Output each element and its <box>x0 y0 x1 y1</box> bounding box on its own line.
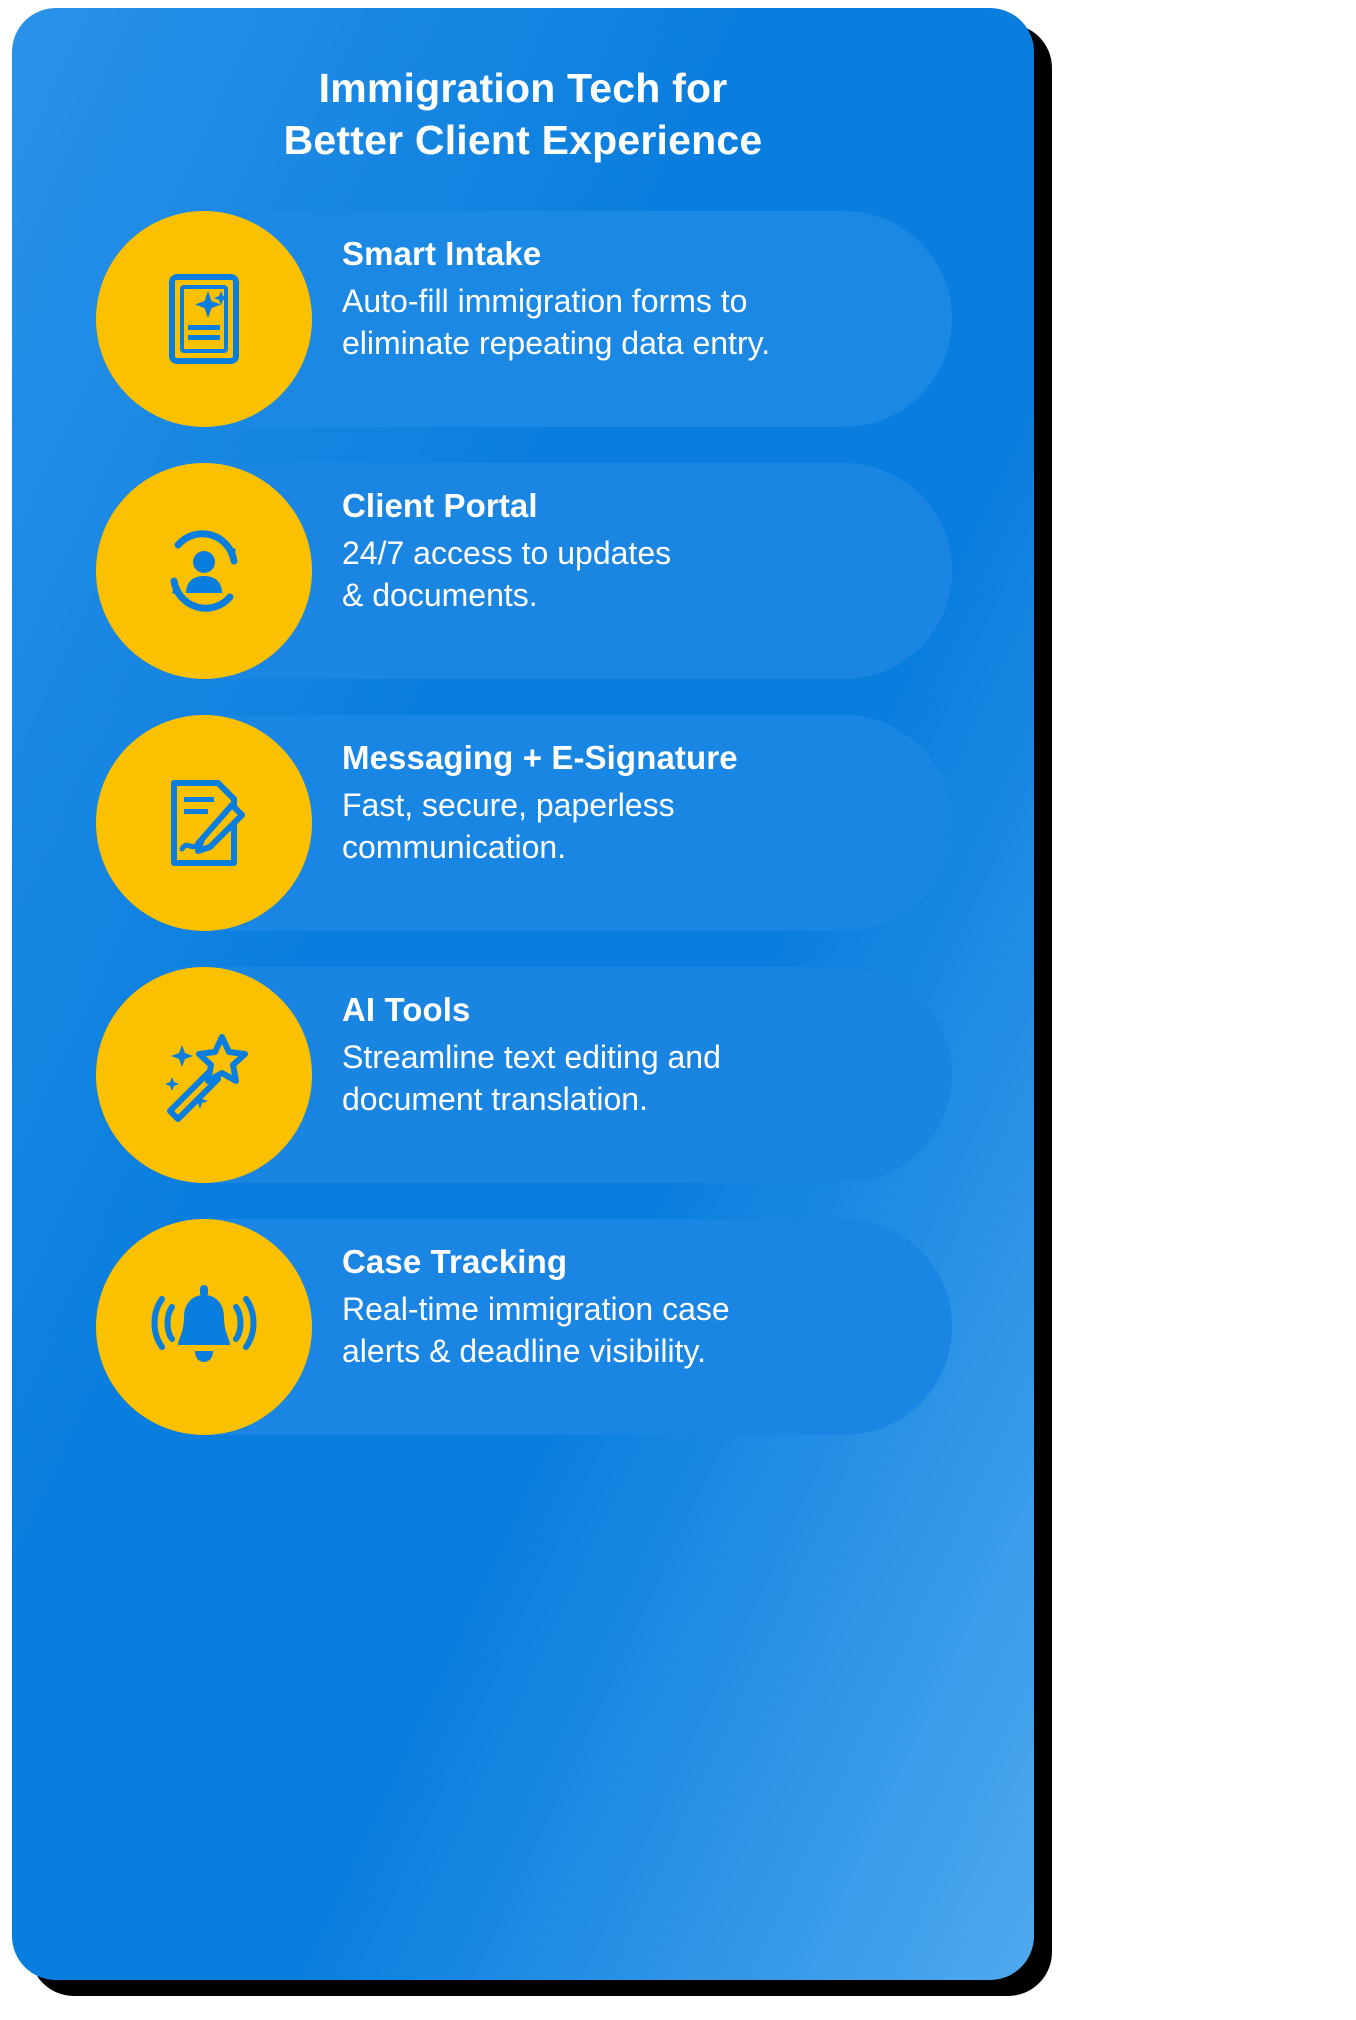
feature-title: Client Portal <box>342 486 538 524</box>
feature-description <box>342 1288 942 1372</box>
page-title-line-1: Immigration Tech for <box>318 65 728 111</box>
list-item <box>12 211 1034 427</box>
feature-description <box>342 280 942 364</box>
feature-description-line-2: & documents. <box>342 577 538 614</box>
feature-text <box>342 989 942 1121</box>
feature-description-line-2: communication. <box>342 829 567 866</box>
feature-title: Case Tracking <box>342 1242 568 1280</box>
feature-title: Smart Intake <box>342 234 542 272</box>
magic-wand-icon <box>148 1019 260 1131</box>
page-title <box>12 8 1034 167</box>
feature-text <box>342 485 942 617</box>
feature-description <box>342 784 942 868</box>
list-item <box>12 715 1034 931</box>
signature-document-icon <box>148 767 260 879</box>
feature-icon-badge <box>96 463 312 679</box>
feature-icon-badge <box>96 1219 312 1435</box>
list-item <box>12 967 1034 1183</box>
feature-description-line-1: Real-time immigration case <box>342 1291 730 1328</box>
feature-description-line-2: document translation. <box>342 1081 648 1118</box>
document-sparkle-icon <box>148 263 260 375</box>
list-item <box>12 1219 1034 1435</box>
feature-description-line-2: alerts & deadline visibility. <box>342 1333 707 1370</box>
feature-icon-badge <box>96 967 312 1183</box>
feature-description-line-1: Streamline text editing and <box>342 1039 721 1076</box>
user-sync-icon <box>148 515 260 627</box>
feature-text <box>342 1241 942 1373</box>
feature-description-line-1: Fast, secure, paperless <box>342 787 675 824</box>
feature-icon-badge <box>96 211 312 427</box>
list-item <box>12 463 1034 679</box>
feature-text <box>342 233 942 365</box>
bell-alert-icon <box>148 1271 260 1383</box>
feature-description <box>342 532 942 616</box>
feature-description-line-2: eliminate repeating data entry. <box>342 325 771 362</box>
feature-title: Messaging + E-Signature <box>342 738 738 776</box>
page-title-line-2: Better Client Experience <box>283 117 763 164</box>
feature-title: AI Tools <box>342 990 471 1028</box>
feature-description-line-1: Auto-fill immigration forms to <box>342 283 748 320</box>
feature-description <box>342 1036 942 1120</box>
feature-card <box>12 8 1034 1980</box>
feature-list <box>12 211 1034 1435</box>
feature-description-line-1: 24/7 access to updates <box>342 535 672 572</box>
feature-text <box>342 737 942 869</box>
feature-icon-badge <box>96 715 312 931</box>
